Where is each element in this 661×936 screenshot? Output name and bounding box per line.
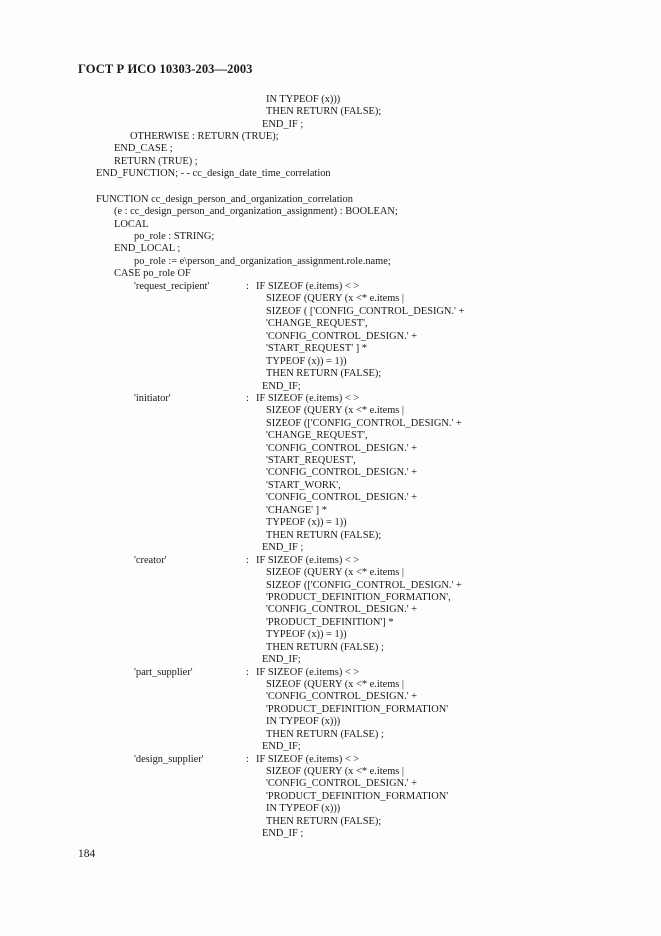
code-line: TYPEOF (x)) = 1))	[266, 629, 347, 640]
code-line: CASE po_role OF	[114, 268, 191, 279]
code-line: :	[246, 667, 249, 678]
code-line: 'request_recipient'	[134, 281, 210, 292]
code-line: SIZEOF (QUERY (x <* e.items |	[266, 405, 405, 416]
code-line: IF SIZEOF (e.items) < >	[256, 555, 360, 566]
code-line: IF SIZEOF (e.items) < >	[256, 667, 360, 678]
code-line: 'CONFIG_CONTROL_DESIGN.' +	[266, 331, 418, 342]
code-line: 'CONFIG_CONTROL_DESIGN.' +	[266, 443, 418, 454]
code-line: TYPEOF (x)) = 1))	[266, 356, 347, 367]
code-line: :	[246, 754, 249, 765]
code-line: 'CHANGE_REQUEST',	[266, 430, 368, 441]
code-line: 'START_REQUEST',	[266, 455, 356, 466]
code-line: IF SIZEOF (e.items) < >	[256, 754, 360, 765]
code-line: END_IF;	[262, 381, 301, 392]
code-line: 'CONFIG_CONTROL_DESIGN.' +	[266, 604, 418, 615]
code-line: END_IF ;	[262, 828, 304, 839]
code-line: 'PRODUCT_DEFINITION_FORMATION',	[266, 592, 451, 603]
code-line: 'CONFIG_CONTROL_DESIGN.' +	[266, 467, 418, 478]
code-line: 'initiator'	[134, 393, 171, 404]
code-line: LOCAL	[114, 219, 149, 230]
code-line: END_CASE ;	[114, 143, 173, 154]
code-line: 'CONFIG_CONTROL_DESIGN.' +	[266, 492, 418, 503]
code-line: 'PRODUCT_DEFINITION_FORMATION'	[266, 704, 449, 715]
code-line: SIZEOF (['CONFIG_CONTROL_DESIGN.' +	[266, 580, 462, 591]
code-line: 'creator'	[134, 555, 167, 566]
code-line: 'START_REQUEST' ] *	[266, 343, 367, 354]
code-line: SIZEOF (QUERY (x <* e.items |	[266, 567, 405, 578]
code-line: 'part_supplier'	[134, 667, 193, 678]
page-number: 184	[78, 848, 96, 860]
code-line: IN TYPEOF (x)))	[266, 94, 341, 105]
code-line: END_IF;	[262, 741, 301, 752]
code-line: 'START_WORK',	[266, 480, 341, 491]
code-line: SIZEOF (QUERY (x <* e.items |	[266, 679, 405, 690]
code-line: TYPEOF (x)) = 1))	[266, 517, 347, 528]
code-line: END_IF ;	[262, 542, 304, 553]
code-line: THEN RETURN (FALSE) ;	[266, 642, 384, 653]
code-line: FUNCTION cc_design_person_and_organization_correlation	[96, 194, 353, 205]
code-line: END_IF;	[262, 654, 301, 665]
code-line: THEN RETURN (FALSE);	[266, 106, 382, 117]
code-line: IF SIZEOF (e.items) < >	[256, 281, 360, 292]
code-line: 'PRODUCT_DEFINITION'] *	[266, 617, 394, 628]
code-line: 'design_supplier'	[134, 754, 204, 765]
code-line: po_role := e\person_and_organization_assignment.role.name;	[134, 256, 391, 267]
code-line: :	[246, 393, 249, 404]
code-line: IN TYPEOF (x)))	[266, 716, 341, 727]
code-line: (e : cc_design_person_and_organization_assignment) : BOOLEAN;	[114, 206, 398, 217]
code-line: SIZEOF (QUERY (x <* e.items |	[266, 293, 405, 304]
code-line: SIZEOF (QUERY (x <* e.items |	[266, 766, 405, 777]
code-line: THEN RETURN (FALSE);	[266, 530, 382, 541]
code-line: THEN RETURN (FALSE) ;	[266, 729, 384, 740]
code-line: IN TYPEOF (x)))	[266, 803, 341, 814]
code-line: po_role : STRING;	[134, 231, 215, 242]
document-header: ГОСТ Р ИСО 10303-203—2003	[78, 62, 253, 76]
code-line: 'CONFIG_CONTROL_DESIGN.' +	[266, 778, 418, 789]
code-line: 'CHANGE' ] *	[266, 505, 327, 516]
code-line: RETURN (TRUE) ;	[114, 156, 198, 167]
code-line: OTHERWISE : RETURN (TRUE);	[130, 131, 279, 142]
code-line: THEN RETURN (FALSE);	[266, 816, 382, 827]
code-line: THEN RETURN (FALSE);	[266, 368, 382, 379]
code-line: END_LOCAL ;	[114, 243, 181, 254]
code-line: END_IF ;	[262, 119, 304, 130]
code-line: SIZEOF ( ['CONFIG_CONTROL_DESIGN.' +	[266, 306, 465, 317]
code-line: :	[246, 281, 249, 292]
code-line: SIZEOF (['CONFIG_CONTROL_DESIGN.' +	[266, 418, 462, 429]
code-line: IF SIZEOF (e.items) < >	[256, 393, 360, 404]
code-line: END_FUNCTION; - - cc_design_date_time_correlation	[96, 168, 331, 179]
code-line: 'CONFIG_CONTROL_DESIGN.' +	[266, 691, 418, 702]
code-line: :	[246, 555, 249, 566]
code-line: 'PRODUCT_DEFINITION_FORMATION'	[266, 791, 449, 802]
code-line: 'CHANGE_REQUEST',	[266, 318, 368, 329]
